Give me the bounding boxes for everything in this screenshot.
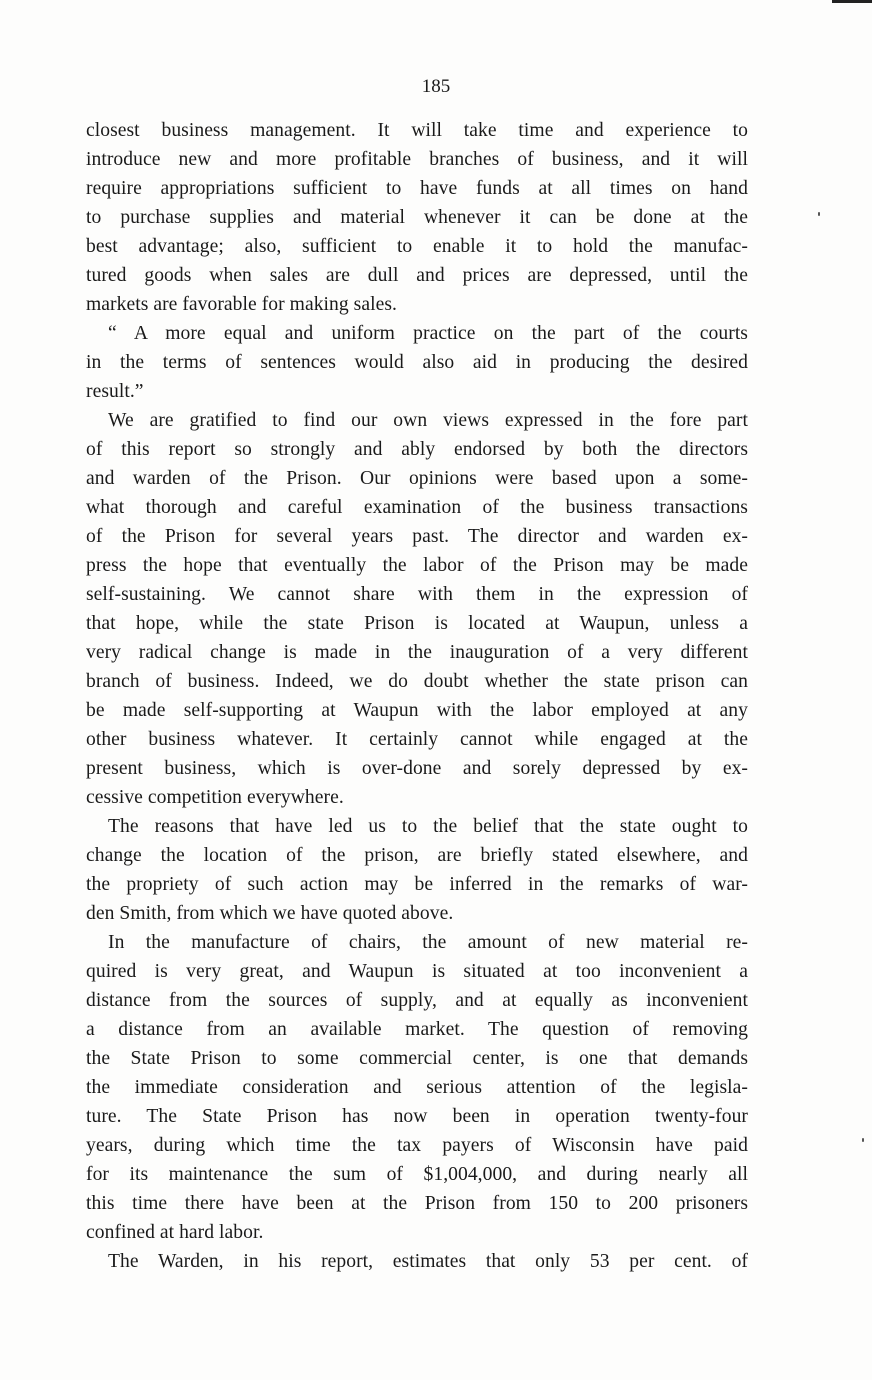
text-line: years, during which time the tax payers of Wisconsin have paid	[86, 1135, 748, 1156]
text-line: We are gratified to find our own views expressed in the fore part	[108, 410, 748, 431]
paragraph-1	[86, 116, 748, 319]
text-line: confined at hard labor.	[86, 1222, 264, 1243]
text-line: the propriety of such action may be inferred in the remarks of war-	[86, 874, 748, 895]
text-line: a distance from an available market. The question of removing	[86, 1019, 748, 1040]
paragraph-3	[86, 406, 748, 812]
paragraph-4	[86, 812, 748, 928]
body-text	[86, 116, 748, 1276]
text-line: In the manufacture of chairs, the amount of new material re-	[108, 932, 748, 953]
text-line: and warden of the Prison. Our opinions were based upon a some-	[86, 468, 748, 489]
text-line: introduce new and more profitable branches of business, and it will	[86, 149, 748, 170]
text-line: that hope, while the state Prison is located at Waupun, unless a	[86, 613, 748, 634]
paragraph-5	[86, 928, 748, 1247]
text-line: den Smith, from which we have quoted above.	[86, 903, 454, 924]
text-line: quired is very great, and Waupun is situated at too inconvenient a	[86, 961, 748, 982]
text-line: to purchase supplies and material whenever it can be done at the	[86, 207, 748, 228]
text-line: The reasons that have led us to the belief that the state ought to	[108, 816, 748, 837]
text-line: this time there have been at the Prison from 150 to 200 prisoners	[86, 1193, 748, 1214]
text-line: the immediate consideration and serious attention of the legisla-	[86, 1077, 748, 1098]
text-line: require appropriations sufficient to have funds at all times on hand	[86, 178, 748, 199]
paper-speck	[862, 1138, 864, 1142]
text-line: tured goods when sales are dull and prices are depressed, until the	[86, 265, 748, 286]
text-line: of this report so strongly and ably endorsed by both the directors	[86, 439, 748, 460]
text-line: in the terms of sentences would also aid in producing the desired	[86, 352, 748, 373]
text-line: self-sustaining. We cannot share with them in the expression of	[86, 584, 748, 605]
text-line: “ A more equal and uniform practice on the part of the courts	[108, 323, 748, 344]
paper-speck	[818, 212, 820, 216]
text-line: markets are favorable for making sales.	[86, 294, 397, 315]
text-line: very radical change is made in the inauguration of a very different	[86, 642, 748, 663]
page-edge-mark	[832, 0, 872, 3]
text-line: ture. The State Prison has now been in operation twenty-four	[86, 1106, 748, 1127]
text-line: branch of business. Indeed, we do doubt whether the state prison can	[86, 671, 748, 692]
paragraph-2	[86, 319, 748, 406]
page-number: 185	[421, 76, 451, 97]
text-line: distance from the sources of supply, and at equally as inconvenient	[86, 990, 748, 1011]
text-line: press the hope that eventually the labor of the Prison may be made	[86, 555, 748, 576]
text-line: other business whatever. It certainly cannot while engaged at the	[86, 729, 748, 750]
paragraph-6	[86, 1247, 748, 1276]
text-line: of the Prison for several years past. The director and warden ex-	[86, 526, 748, 547]
text-line: change the location of the prison, are briefly stated elsewhere, and	[86, 845, 748, 866]
text-line: cessive competition everywhere.	[86, 787, 344, 808]
text-line: what thorough and careful examination of the business transactions	[86, 497, 748, 518]
text-line: result.”	[86, 381, 144, 402]
text-line: the State Prison to some commercial center, is one that demands	[86, 1048, 748, 1069]
text-line: best advantage; also, sufficient to enable it to hold the manufac-	[86, 236, 748, 257]
text-line: present business, which is over-done and sorely depressed by ex-	[86, 758, 748, 779]
text-line: closest business management. It will take time and experience to	[86, 120, 748, 141]
text-line: The Warden, in his report, estimates that only 53 per cent. of	[108, 1251, 748, 1272]
text-line: for its maintenance the sum of $1,004,000, and during nearly all	[86, 1164, 748, 1185]
text-line: be made self-supporting at Waupun with the labor employed at any	[86, 700, 748, 721]
